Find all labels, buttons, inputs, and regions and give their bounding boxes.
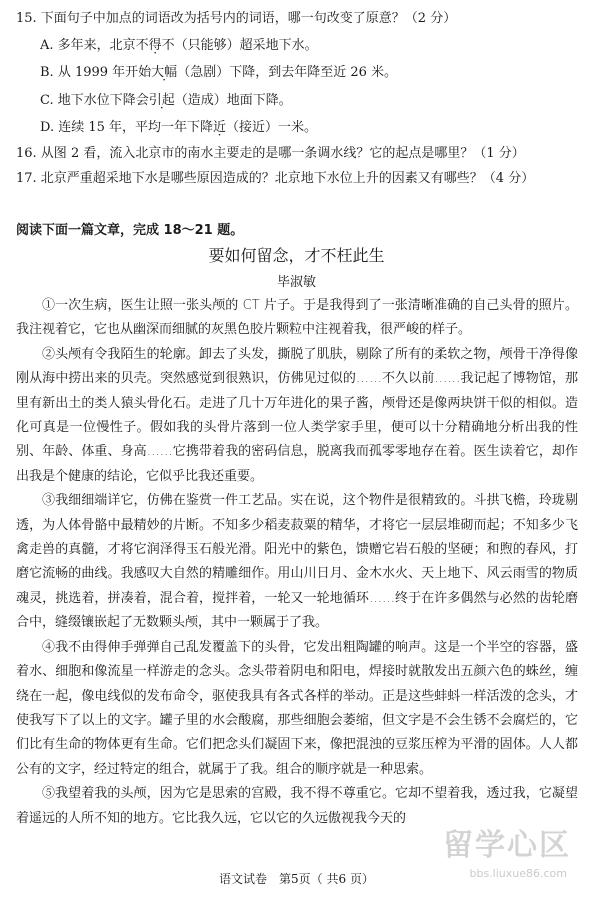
option-b-dotted: 大幅: [151, 65, 178, 80]
reading-instruction: 阅读下面一篇文章，完成 18～21 题。: [16, 223, 244, 238]
option-b-pre: B. 从 1999 年开始: [40, 65, 152, 80]
option-a-dotted: 不得不: [135, 38, 175, 53]
option-a: [40, 37, 318, 55]
article-author: 毕淑敏: [276, 275, 316, 290]
paragraph-5: ⑤我望着我的头颅，因为它是思索的宫殿，我不得不尊重它。它却不望着我，透过我，它凝望着遥远的人所不知的地方。它比我久远，它以它的久远傲视我今天的: [16, 786, 578, 826]
question-16: 16. 从图 2 看，流入北京市的南水主要走的是哪一条调水线？它的起点是哪里？（1 分）: [16, 146, 525, 161]
option-b: [40, 64, 397, 82]
option-c-post: （造成）地面下降。: [174, 93, 292, 108]
question-17: 17. 北京严重超采地下水是哪些原因造成的？北京地下水位上升的因素又有哪些？（4 分）: [16, 171, 535, 186]
option-b-post: （急剧）下降，到去年降至近 26 米。: [177, 65, 397, 80]
option-a-post: （只能够）超采地下水。: [174, 38, 318, 53]
option-a-pre: A. 多年来，北京: [40, 38, 136, 53]
article-title: 要如何留念，才不枉此生: [208, 246, 385, 265]
page-footer: 语文试卷 第5页（ 共6 页）: [219, 872, 374, 886]
watermark-url: bbs.liuxue86.com: [469, 867, 567, 880]
paragraph-1: ①一次生病，医生让照一张头颅的 CT 片子。于是我得到了一张清晰准确的自己头骨的照片。我注视着它，它也从幽深而细腻的灰黑色胶片颗粒中注视着我，很严峻的样子。: [16, 298, 578, 338]
paragraph-2: ②头颅有令我陌生的轮廓。卸去了头发，撕脱了肌肤，剔除了所有的柔软之物，颅骨干净得像刚从海中捞出来的贝壳。突然感觉到很熟识，仿佛见过似的……不久以前……我记起了博物馆，那里有新出土的类人猿头骨化石。走进了几十万年进化的果子酱，颅骨还是像两块饼干似的相似。造化可真是一位慢性子。假如我的头骨片落到一位人类学家手里，便可以十分精确地分析出我的性别、年龄、体重、身高……它携带着我的密码信息，脱离我而孤零零地存在着。医生读着它，却作出我是个健康的结论，它似乎比我还重要。: [16, 346, 578, 484]
article-body: [16, 294, 578, 831]
paragraph-3: ③我细细端详它，仿佛在鉴赏一件工艺品。实在说，这个物件是很精致的。斗拱飞檐，玲珑剔透，为人体骨骼中最精妙的片断。不知多少稻麦菽粟的精华，才将它一层层堆砌而起；不知多少飞禽走兽的真髓，才将它润泽得玉石般光滑。阳光中的紫色，馈赠它岩石般的坚硬；和煦的春风，打磨它流畅的曲线。我感叹大自然的精雕细作。用山川日月、金木水火、天上地下、风云雨雪的物质魂灵，挑选着，拼凑着，混合着，搅拌着，一轮又一轮地循环……终于在许多偶然与必然的齿轮磨合中，缝缀镶嵌起了无数颗头颅，其中一颗属于了我。: [16, 493, 578, 631]
option-c: [40, 92, 292, 110]
option-d-dotted: 近: [213, 120, 227, 135]
option-d-pre: D. 连续 15 年，平均一年下降: [40, 120, 214, 135]
option-c-pre: C. 地下水位下降会: [40, 93, 149, 108]
question-15-stem: 15. 下面句子中加点的词语改为括号内的词语，哪一句改变了原意？（2 分）: [16, 11, 457, 26]
option-d-post: （接近）一米。: [226, 120, 318, 135]
paragraph-4: ④我不由得伸手弹弹自己乱发覆盖下的头骨，它发出粗陶罐的响声。这是一个半空的容器，盛着水、细胞和像流星一样游走的念头。念头带着阴电和阳电，焊接时就散发出五颜六色的蛛丝，缠绕在一起，像电线似的发布命令，驱使我具有各式各样的举动。正是这些蚌蚪一样活泼的念头，才使我写下了以上的文字。罐子里的水会酸腐，那些细胞会萎缩，但文字是不会生锈不会腐烂的，它们比有生命的物体更有生命。它们把念头们凝固下来，像把混浊的豆浆压榨为平滑的固体。人人都公有的文字，经过特定的组合，就属于了我。组合的顺序就是一种思索。: [16, 639, 578, 777]
watermark-text: 留学心区: [443, 828, 571, 863]
option-c-dotted: 引起: [148, 93, 175, 108]
option-d: [40, 119, 317, 137]
watermark-logo: [421, 820, 571, 884]
